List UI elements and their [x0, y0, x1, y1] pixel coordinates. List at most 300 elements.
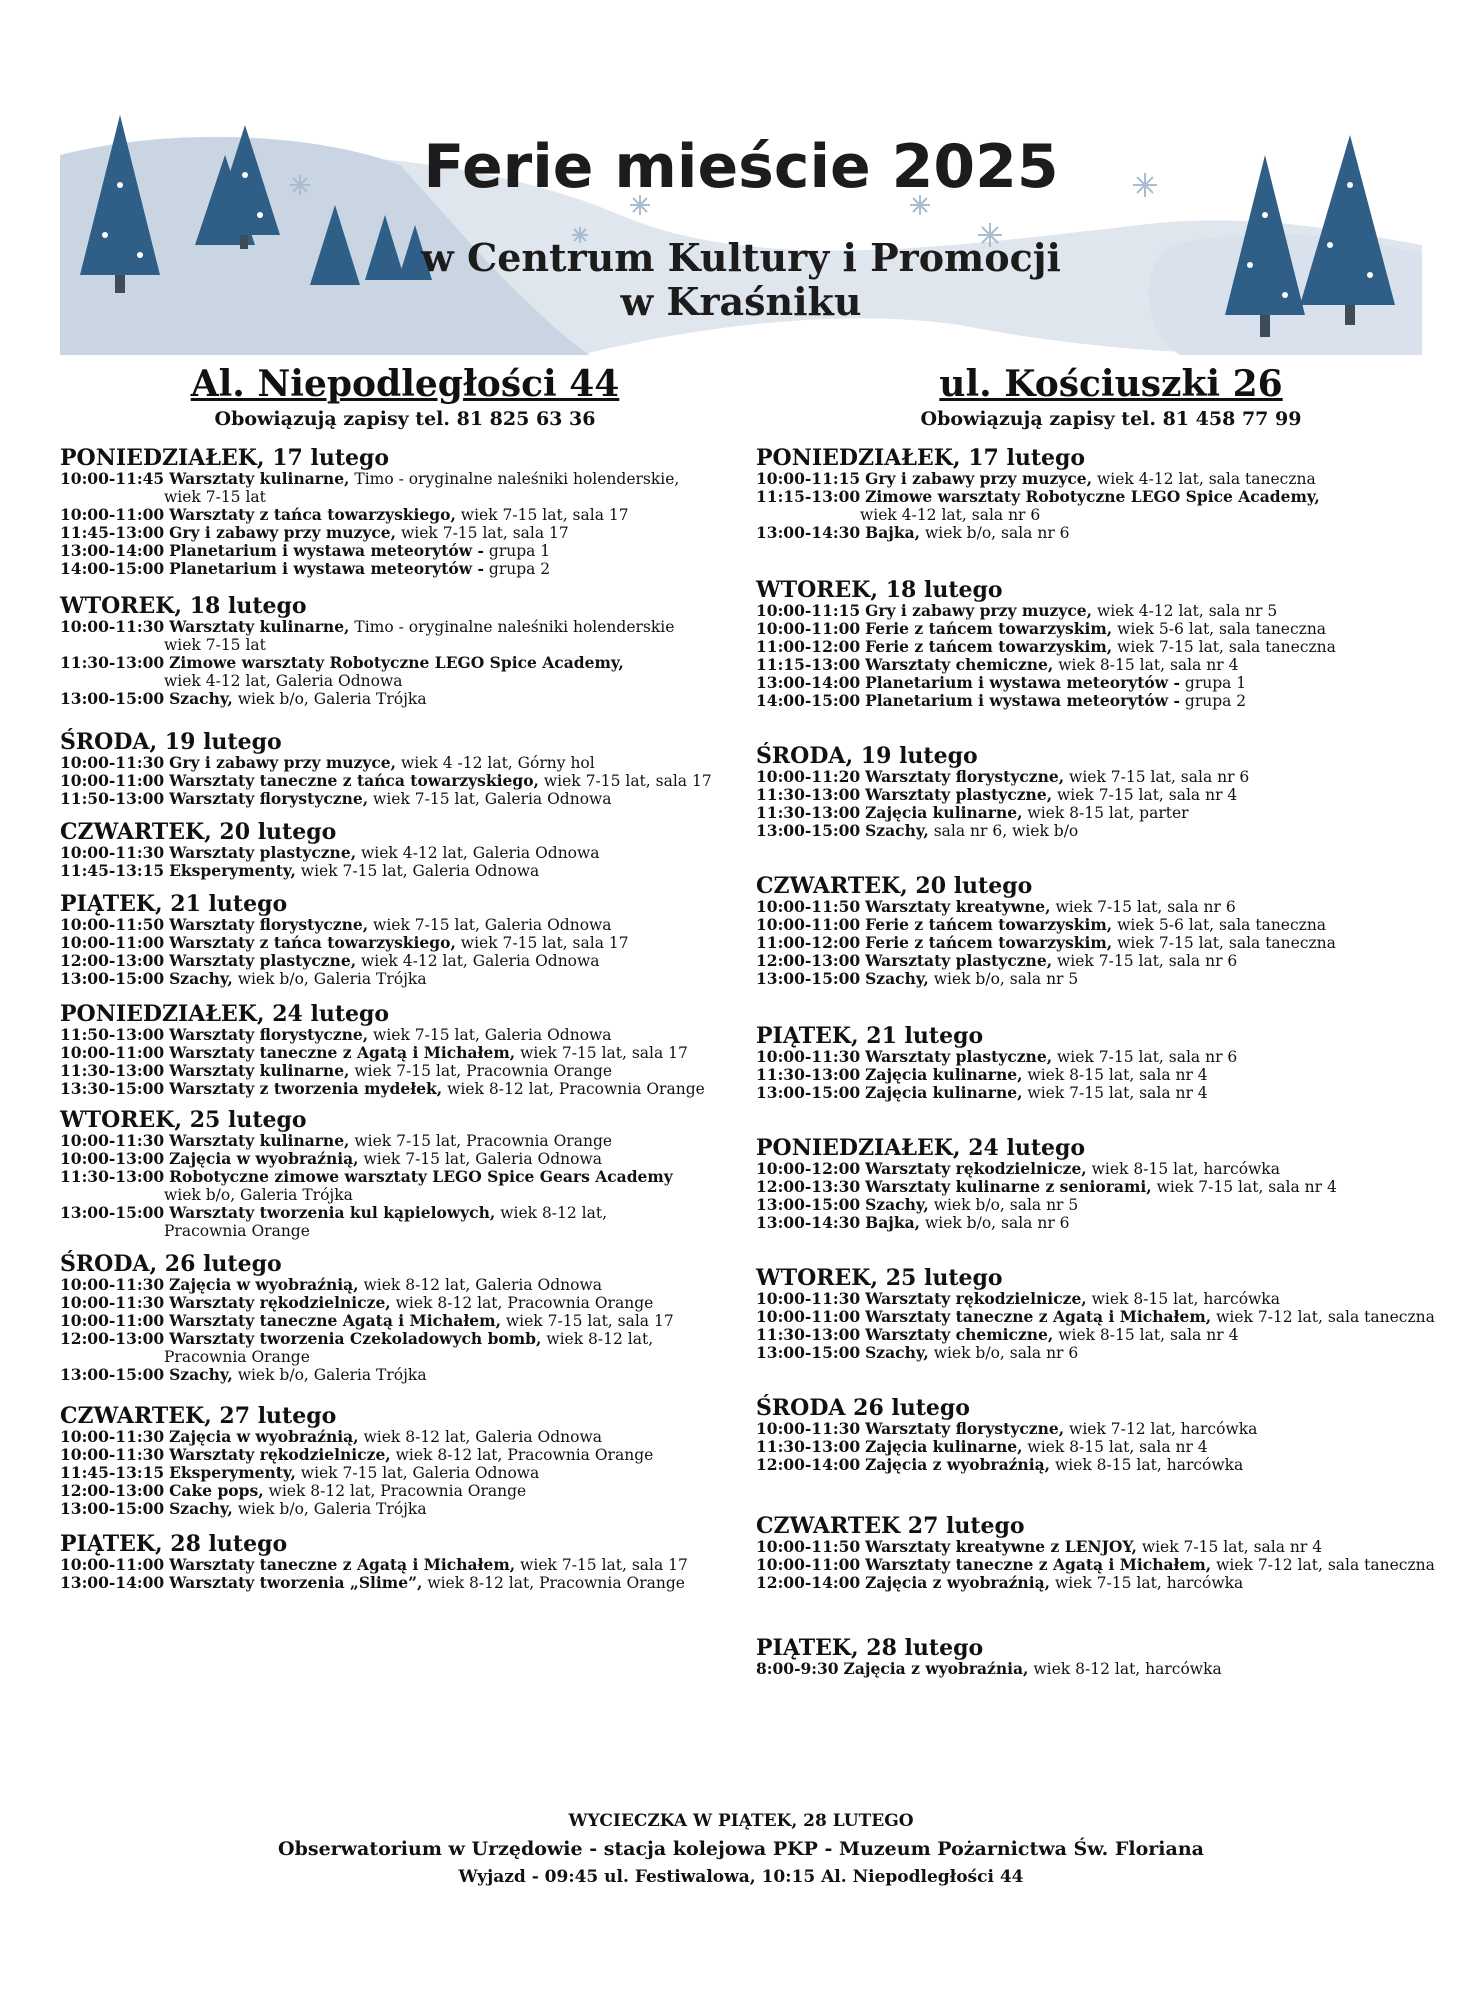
entry-details: wiek 7-15 lat, sala taneczna [1117, 638, 1336, 656]
entry-activity: Warsztaty kulinarne, [169, 469, 350, 488]
day-list [756, 446, 1466, 1678]
day-block [756, 1636, 1466, 1678]
day-title: PIĄTEK, 21 lutego [756, 1023, 984, 1049]
day-title: PIĄTEK, 28 lutego [60, 1531, 288, 1557]
entry-activity: Warsztaty rękodzielnicze, [865, 1289, 1087, 1308]
entry-time: 10:00-11:15 [756, 469, 861, 488]
entry-activity: Szachy, [169, 969, 233, 988]
schedule-entry [756, 524, 1466, 542]
entry-time: 12:00-13:30 [756, 1177, 861, 1196]
schedule-entry [60, 862, 750, 880]
entry-activity: Szachy, [169, 1365, 233, 1384]
entry-time: 12:00-13:00 [60, 1329, 165, 1348]
entry-activity: Warsztaty plastyczne, [169, 951, 357, 970]
entry-activity: Szachy, [865, 821, 929, 840]
entry-activity: Warsztaty taneczne Agatą i Michałem, [169, 1311, 501, 1330]
entry-time: 8:00-9:30 [756, 1659, 839, 1678]
entry-activity: Warsztaty florystyczne, [865, 1419, 1065, 1438]
entry-details: wiek 8-15 lat, harcówka [1054, 1456, 1244, 1474]
entry-details-continued: Pracownia Orange [164, 1348, 310, 1366]
entry-activity: Zajęcia w wyobraźnią, [169, 1275, 359, 1294]
schedule-entry [60, 1132, 750, 1150]
entry-activity: Warsztaty kreatywne z LENJOY, [865, 1537, 1137, 1556]
entry-time: 12:00-13:00 [756, 951, 861, 970]
entry-activity: Gry i zabawy przy muzyce, [169, 753, 397, 772]
schedule-entry [756, 1160, 1466, 1178]
entry-details: wiek 7-15 lat, sala 17 [460, 506, 629, 524]
schedule-entry [756, 1538, 1466, 1556]
entry-details: wiek 7-15 lat, Galeria Odnowa [300, 862, 540, 880]
entry-details: wiek 7-15 lat, Galeria Odnowa [373, 916, 612, 934]
schedule-entry [756, 1084, 1466, 1102]
entry-activity: Zajęcia kulinarne, [865, 1065, 1023, 1084]
entry-time: 11:30-13:00 [756, 785, 861, 804]
entry-time: 10:00-11:00 [60, 1555, 165, 1574]
entry-details: Timo - oryginalne naleśniki holenderskie, [354, 470, 680, 488]
entry-time: 13:00-15:00 [756, 969, 861, 988]
day-block [756, 874, 1466, 988]
day-block [60, 594, 750, 708]
entry-activity: Warsztaty florystyczne, [169, 1025, 369, 1044]
day-title: WTOREK, 18 lutego [756, 577, 1003, 603]
entry-activity: Zajęcia z wyobraźnia, [843, 1659, 1029, 1678]
day-list [60, 446, 750, 1592]
registration-note: Obowiązują zapisy tel. 81 458 77 99 [920, 408, 1302, 430]
trip-departure: Wyjazd - 09:45 ul. Festiwalowa, 10:15 Al. Niepodległości 44 [458, 1867, 1024, 1887]
trip-route: Obserwatorium w Urzędowie - stacja kolejowa PKP - Muzeum Pożarnictwa Św. Floriana [278, 1838, 1204, 1860]
entry-details: wiek 7-12 lat, sala taneczna [1216, 1556, 1435, 1574]
entry-details: wiek 7-15 lat, sala 17 [520, 1556, 688, 1574]
entry-activity: Warsztaty florystyczne, [169, 915, 369, 934]
entry-time: 12:00-13:00 [60, 1481, 165, 1500]
entry-time: 10:00-11:00 [60, 505, 165, 524]
entry-time: 11:15-13:00 [756, 487, 861, 506]
entry-time: 10:00-11:30 [756, 1419, 861, 1438]
entry-details: wiek 7-15 lat, Pracownia Orange [354, 1132, 613, 1150]
entry-details: wiek 4-12 lat, sala taneczna [1096, 470, 1316, 488]
entry-activity: Warsztaty kreatywne, [865, 897, 1051, 916]
entry-time: 10:00-11:30 [60, 1131, 165, 1150]
entry-details: wiek 7-15 lat, sala nr 6 [1055, 898, 1236, 916]
trip-info [0, 1808, 1482, 1890]
day-block [60, 1532, 750, 1592]
entry-activity: Warsztaty plastyczne, [865, 785, 1053, 804]
entry-time: 10:00-11:45 [60, 469, 165, 488]
entry-activity: Gry i zabawy przy muzyce, [865, 601, 1093, 620]
entry-details: wiek 7-15 lat, sala nr 6 [1057, 952, 1238, 970]
entry-details: wiek 8-15 lat, sala nr 4 [1027, 1066, 1208, 1084]
entry-activity: Warsztaty taneczne z Agatą i Michałem, [865, 1555, 1212, 1574]
schedule-entry [756, 952, 1466, 970]
entry-activity: Warsztaty rękodzielnicze, [169, 1445, 391, 1464]
day-block [60, 892, 750, 988]
entry-details: grupa 1 [488, 542, 551, 560]
entry-details: wiek 7-15 lat, Galeria Odnowa [363, 1150, 602, 1168]
schedule-entry [756, 768, 1466, 786]
day-block [756, 744, 1466, 840]
entry-details: wiek 8-12 lat, Pracownia Orange [427, 1574, 685, 1592]
schedule-entry [756, 1438, 1466, 1456]
entry-details: wiek 7-15 lat, sala nr 6 [1069, 768, 1250, 786]
entry-details: wiek 7-15 lat, Galeria Odnowa [373, 790, 612, 808]
schedule-entry [60, 1464, 750, 1482]
entry-activity: Planetarium i wystawa meteorytów - [169, 559, 484, 578]
entry-time: 10:00-11:00 [756, 619, 861, 638]
schedule-entry [756, 1326, 1466, 1344]
schedule-entry [60, 654, 750, 690]
entry-time: 11:45-13:00 [60, 523, 165, 542]
entry-details: Timo - oryginalne naleśniki holenderskie [354, 618, 675, 636]
entry-activity: Szachy, [865, 969, 929, 988]
day-title: PONIEDZIAŁEK, 24 lutego [756, 1135, 1086, 1161]
schedule-entry [60, 970, 750, 988]
entry-time: 13:00-14:30 [756, 1213, 861, 1232]
entry-activity: Ferie z tańcem towarzyskim, [865, 933, 1113, 952]
day-title: ŚRODA, 19 lutego [60, 729, 282, 755]
entry-activity: Robotyczne zimowe warsztaty LEGO Spice Gears Academy [169, 1167, 673, 1186]
schedule-entry [60, 1150, 750, 1168]
entry-activity: Warsztaty taneczne z Agatą i Michałem, [169, 1555, 516, 1574]
entry-time: 13:00-14:30 [756, 523, 861, 542]
entry-details: wiek 8-12 lat, Pracownia Orange [395, 1446, 654, 1464]
entry-activity: Zajęcia w wyobraźnią, [169, 1427, 359, 1446]
entry-details: wiek 8-12 lat, Galeria Odnowa [363, 1428, 602, 1446]
schedule-entry [756, 1178, 1466, 1196]
entry-activity: Szachy, [865, 1343, 929, 1362]
entry-time: 11:30-13:00 [756, 803, 861, 822]
entry-activity: Warsztaty kulinarne, [169, 1131, 350, 1150]
entry-activity: Zajęcia kulinarne, [865, 1083, 1023, 1102]
entry-activity: Zajęcia kulinarne, [865, 803, 1023, 822]
schedule-entry [60, 844, 750, 862]
entry-time: 13:00-14:00 [756, 673, 861, 692]
entry-time: 13:00-14:00 [60, 541, 165, 560]
day-block [756, 1266, 1466, 1362]
schedule-entry [60, 1500, 750, 1518]
entry-activity: Warsztaty rękodzielnicze, [169, 1293, 391, 1312]
entry-time: 14:00-15:00 [756, 691, 861, 710]
entry-details: wiek 8-15 lat, sala nr 4 [1058, 1326, 1239, 1344]
entry-time: 11:00-12:00 [756, 933, 861, 952]
schedule-entry [60, 1446, 750, 1464]
entry-activity: Eksperymenty, [169, 1463, 296, 1482]
subtitle-line-2: w Kraśniku [620, 279, 862, 324]
entry-time: 10:00-11:30 [60, 753, 165, 772]
entry-details: wiek 8-15 lat, harcówka [1091, 1290, 1280, 1308]
entry-time: 10:00-11:30 [60, 1293, 165, 1312]
day-title: CZWARTEK, 20 lutego [60, 819, 337, 845]
entry-details-continued: wiek 4-12 lat, sala nr 6 [860, 506, 1041, 524]
entry-time: 11:45-13:15 [60, 861, 165, 880]
entry-details: wiek 7-15 lat, sala nr 4 [1027, 1084, 1208, 1102]
schedule-entry [60, 690, 750, 708]
schedule-entry [756, 1660, 1466, 1678]
entry-details: wiek 7-15 lat, sala nr 4 [1057, 786, 1238, 804]
schedule-entry [60, 1080, 750, 1098]
entry-details: wiek 7-15 lat, sala 17 [520, 1044, 688, 1062]
entry-details: wiek 5-6 lat, sala taneczna [1117, 916, 1327, 934]
entry-activity: Warsztaty plastyczne, [169, 843, 357, 862]
entry-time: 11:30-13:00 [756, 1065, 861, 1084]
entry-details: wiek 8-15 lat, parter [1027, 804, 1189, 822]
entry-activity: Warsztaty kulinarne z seniorami, [865, 1177, 1152, 1196]
entry-details: wiek b/o, sala nr 6 [924, 524, 1070, 542]
schedule-entry [60, 1556, 750, 1574]
entry-details: wiek 7-15 lat, sala nr 4 [1141, 1538, 1323, 1556]
entry-activity: Warsztaty kulinarne, [169, 1061, 350, 1080]
day-title: PONIEDZIAŁEK, 17 lutego [756, 445, 1086, 471]
entry-details: wiek b/o, Galeria Trójka [237, 1500, 427, 1518]
schedule-entry [756, 786, 1466, 804]
subtitle-line-1: w Centrum Kultury i Promocji [421, 235, 1061, 280]
schedule-entry [756, 638, 1466, 656]
entry-activity: Warsztaty florystyczne, [169, 789, 369, 808]
schedule-entry [756, 934, 1466, 952]
schedule-entry [60, 772, 750, 790]
entry-time: 10:00-11:00 [756, 1307, 861, 1326]
entry-details-continued: Pracownia Orange [164, 1222, 310, 1240]
entry-time: 11:45-13:15 [60, 1463, 165, 1482]
entry-details: wiek 7-15 lat, sala nr 6 [1057, 1048, 1238, 1066]
entry-time: 11:30-13:00 [756, 1325, 861, 1344]
schedule-entry [60, 542, 750, 560]
entry-details: wiek 8-12 lat, harcówka [1033, 1660, 1222, 1678]
schedule-entry [60, 952, 750, 970]
entry-time: 10:00-13:00 [60, 1149, 165, 1168]
schedule-entry [60, 1330, 750, 1366]
entry-activity: Gry i zabawy przy muzyce, [865, 469, 1093, 488]
entry-details-continued: wiek 7-15 lat [164, 636, 266, 654]
entry-time: 11:50-13:00 [60, 789, 165, 808]
entry-details: wiek b/o, Galeria Trójka [237, 970, 427, 988]
entry-time: 10:00-11:30 [756, 1289, 861, 1308]
schedule-entry [60, 1168, 750, 1204]
schedule-entry [60, 1312, 750, 1330]
day-title: CZWARTEK, 20 lutego [756, 873, 1033, 899]
day-title: PONIEDZIAŁEK, 24 lutego [60, 1001, 390, 1027]
schedule-entry [756, 1456, 1466, 1474]
schedule-entry [756, 674, 1466, 692]
entry-details: wiek 7-15 lat, sala 17 [460, 934, 629, 952]
entry-details: wiek 8-12 lat, [546, 1330, 654, 1348]
entry-time: 10:00-11:50 [756, 1537, 861, 1556]
entry-time: 10:00-11:30 [60, 617, 165, 636]
schedule-entry [756, 692, 1466, 710]
entry-activity: Zimowe warsztaty Robotyczne LEGO Spice Academy, [865, 487, 1320, 506]
entry-activity: Warsztaty florystyczne, [865, 767, 1065, 786]
day-title: CZWARTEK 27 lutego [756, 1513, 1025, 1539]
entry-details: grupa 2 [488, 560, 551, 578]
entry-time: 13:00-14:00 [60, 1573, 165, 1592]
schedule-entry [60, 618, 750, 654]
schedule-entry [756, 1066, 1466, 1084]
schedule-entry [756, 656, 1466, 674]
entry-details: wiek 4 -12 lat, Górny hol [400, 754, 595, 772]
schedule-entry [756, 898, 1466, 916]
entry-time: 10:00-12:00 [756, 1159, 861, 1178]
day-block [60, 1002, 750, 1098]
entry-time: 13:00-15:00 [756, 821, 861, 840]
page-subtitle [0, 236, 1482, 324]
entry-time: 10:00-11:00 [60, 1043, 165, 1062]
day-block [60, 446, 750, 578]
entry-time: 13:00-15:00 [60, 689, 165, 708]
schedule-entry [756, 470, 1466, 488]
entry-time: 10:00-11:15 [756, 601, 861, 620]
schedule-entry [756, 1344, 1466, 1362]
entry-details-continued: wiek 7-15 lat [164, 488, 266, 506]
entry-activity: Warsztaty rękodzielnicze, [865, 1159, 1087, 1178]
schedule-entry [756, 488, 1466, 524]
entry-time: 13:00-15:00 [60, 1203, 165, 1222]
entry-details: wiek 8-15 lat, sala nr 4 [1027, 1438, 1208, 1456]
entry-details: grupa 1 [1184, 674, 1247, 692]
entry-details: wiek 7-15 lat, Pracownia Orange [354, 1062, 613, 1080]
entry-activity: Zajęcia kulinarne, [865, 1437, 1023, 1456]
trip-heading: WYCIECZKA W PIĄTEK, 28 LUTEGO [568, 1811, 914, 1831]
entry-details: wiek 7-15 lat, sala 17 [543, 772, 712, 790]
entry-time: 11:30-13:00 [60, 653, 165, 672]
schedule-entry [756, 804, 1466, 822]
entry-activity: Warsztaty taneczne z Agatą i Michałem, [865, 1307, 1212, 1326]
entry-time: 13:00-15:00 [756, 1343, 861, 1362]
entry-time: 10:00-11:00 [60, 933, 165, 952]
entry-details: wiek b/o, Galeria Trójka [237, 690, 427, 708]
day-block [756, 1136, 1466, 1232]
schedule-entry [60, 506, 750, 524]
entry-activity: Bajka, [865, 523, 921, 542]
day-block [60, 1108, 750, 1240]
entry-activity: Warsztaty plastyczne, [865, 1047, 1053, 1066]
entry-activity: Szachy, [169, 689, 233, 708]
entry-details: wiek 7-15 lat, harcówka [1054, 1574, 1244, 1592]
entry-activity: Szachy, [169, 1499, 233, 1518]
entry-details: wiek b/o, sala nr 6 [933, 1344, 1079, 1362]
entry-details: wiek 5-6 lat, sala taneczna [1117, 620, 1327, 638]
schedule-entry [756, 1420, 1466, 1438]
entry-activity: Planetarium i wystawa meteorytów - [865, 673, 1180, 692]
entry-activity: Warsztaty chemiczne, [865, 655, 1054, 674]
entry-time: 10:00-11:20 [756, 767, 861, 786]
day-title: ŚRODA, 26 lutego [60, 1251, 282, 1277]
schedule-entry [756, 1290, 1466, 1308]
schedule-entry [60, 1204, 750, 1240]
entry-activity: Warsztaty plastyczne, [865, 951, 1053, 970]
entry-details: wiek 8-12 lat, [500, 1204, 608, 1222]
schedule-entry [60, 1294, 750, 1312]
schedule-entry [756, 602, 1466, 620]
entry-time: 10:00-11:30 [60, 1275, 165, 1294]
day-title: ŚRODA 26 lutego [756, 1395, 970, 1421]
entry-time: 13:30-15:00 [60, 1079, 165, 1098]
entry-activity: Ferie z tańcem towarzyskim, [865, 915, 1113, 934]
schedule-entry [60, 934, 750, 952]
registration-note: Obowiązują zapisy tel. 81 825 63 36 [214, 408, 596, 430]
entry-details: grupa 2 [1184, 692, 1247, 710]
entry-details: wiek 8-12 lat, Galeria Odnowa [363, 1276, 602, 1294]
schedule-entry [60, 1366, 750, 1384]
entry-activity: Ferie z tańcem towarzyskim, [865, 619, 1113, 638]
entry-time: 12:00-13:00 [60, 951, 165, 970]
entry-details: wiek 4-12 lat, Galeria Odnowa [361, 844, 600, 862]
schedule-entry [756, 1574, 1466, 1592]
entry-activity: Warsztaty tworzenia „Slime”, [169, 1573, 423, 1592]
entry-time: 14:00-15:00 [60, 559, 165, 578]
schedule-entry [60, 1574, 750, 1592]
entry-time: 13:00-15:00 [60, 969, 165, 988]
entry-details: wiek 7-15 lat, sala nr 4 [1156, 1178, 1337, 1196]
schedule-entry [60, 916, 750, 934]
entry-time: 11:30-13:00 [60, 1061, 165, 1080]
day-title: CZWARTEK, 27 lutego [60, 1403, 337, 1429]
entry-details: wiek 7-15 lat, sala 17 [505, 1312, 674, 1330]
schedule-entry [60, 524, 750, 542]
entry-time: 13:00-15:00 [756, 1195, 861, 1214]
day-title: WTOREK, 18 lutego [60, 593, 307, 619]
entry-time: 12:00-14:00 [756, 1573, 861, 1592]
entry-details: wiek 7-12 lat, harcówka [1069, 1420, 1258, 1438]
schedule-entry [60, 1482, 750, 1500]
schedule-entry [60, 1062, 750, 1080]
schedule-column-left [60, 362, 750, 1592]
entry-details: wiek b/o, sala nr 6 [924, 1214, 1070, 1232]
entry-details: wiek b/o, Galeria Trójka [237, 1366, 427, 1384]
day-block [60, 1252, 750, 1384]
entry-time: 11:15-13:00 [756, 655, 861, 674]
entry-details: wiek 8-12 lat, Pracownia Orange [395, 1294, 654, 1312]
entry-time: 13:00-15:00 [60, 1499, 165, 1518]
day-block [60, 730, 750, 808]
entry-time: 10:00-11:30 [60, 1427, 165, 1446]
day-title: ŚRODA, 19 lutego [756, 743, 978, 769]
day-block [756, 578, 1466, 710]
schedule-entry [756, 916, 1466, 934]
entry-time: 13:00-15:00 [756, 1083, 861, 1102]
schedule-entry [60, 1276, 750, 1294]
entry-details: wiek 7-12 lat, sala taneczna [1216, 1308, 1435, 1326]
entry-activity: Planetarium i wystawa meteorytów - [865, 691, 1180, 710]
entry-time: 10:00-11:00 [60, 1311, 165, 1330]
entry-time: 11:30-13:00 [60, 1167, 165, 1186]
entry-time: 11:00-12:00 [756, 637, 861, 656]
entry-time: 10:00-11:50 [756, 897, 861, 916]
entry-details: wiek 8-15 lat, sala nr 4 [1058, 656, 1239, 674]
entry-details-continued: wiek 4-12 lat, Galeria Odnowa [164, 672, 403, 690]
entry-details: sala nr 6, wiek b/o [933, 822, 1079, 840]
entry-time: 13:00-15:00 [60, 1365, 165, 1384]
entry-activity: Warsztaty kulinarne, [169, 617, 350, 636]
entry-details: wiek 7-15 lat, sala 17 [400, 524, 569, 542]
entry-time: 10:00-11:30 [60, 843, 165, 862]
day-title: WTOREK, 25 lutego [60, 1107, 307, 1133]
entry-activity: Zajęcia z wyobraźnią, [865, 1455, 1051, 1474]
entry-activity: Planetarium i wystawa meteorytów - [169, 541, 484, 560]
day-title: PIĄTEK, 21 lutego [60, 891, 288, 917]
day-block [756, 1514, 1466, 1592]
entry-activity: Warsztaty z tańca towarzyskiego, [169, 505, 456, 524]
entry-activity: Eksperymenty, [169, 861, 296, 880]
entry-activity: Warsztaty taneczne z tańca towarzyskiego, [169, 771, 539, 790]
schedule-entry [60, 470, 750, 506]
schedule-entry [60, 1026, 750, 1044]
entry-activity: Warsztaty z tworzenia mydełek, [169, 1079, 443, 1098]
location-heading: ul. Kościuszki 26 [939, 363, 1283, 405]
entry-activity: Warsztaty chemiczne, [865, 1325, 1054, 1344]
entry-details: wiek 7-15 lat, sala taneczna [1117, 934, 1336, 952]
schedule-entry [756, 1048, 1466, 1066]
entry-activity: Szachy, [865, 1195, 929, 1214]
schedule-entry [60, 560, 750, 578]
